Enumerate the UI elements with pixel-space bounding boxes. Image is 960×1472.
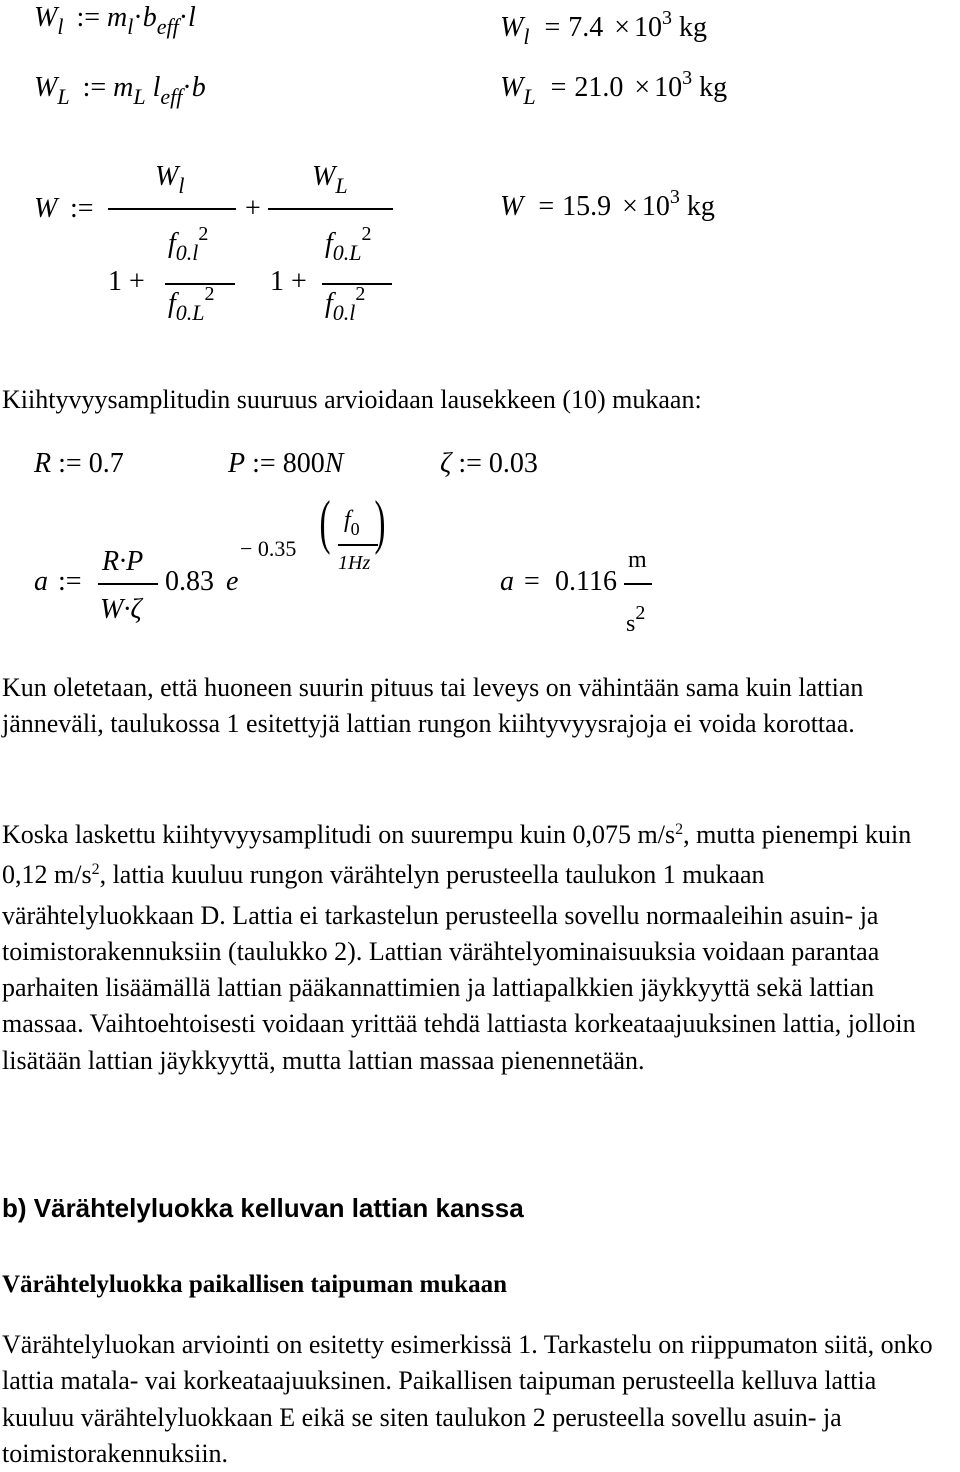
paragraph-3: Värähtelyluokan arviointi on esitetty esimerkissä 1. Tarkastelu on riippumaton siitä, onko lattia matala- vai korkeataajuuksinen. Paikallisen taipuman perusteella kelluva lattia kuuluu värähtelyluokkaan E eikä se siten taulukon 2 perusteella sovellu asuin- ja toimistorakennuksiin. — [2, 1330, 933, 1468]
subsection-heading: Värähtelyluokka paikallisen taipuman mukaan — [2, 1271, 507, 1298]
formula-w-result: $W = 15.9 \times 10^3$ kg — [500, 186, 715, 222]
paragraph-1: Kun oletetaan, että huoneen suurin pituus tai leveys on vähintään sama kuin lattian jänneväli, taulukossa 1 esitettyjä lattian rungon kiihtyvyysrajoja ei voida korottaa. — [2, 673, 864, 739]
param-r: R := 0.7 — [34, 448, 124, 479]
formula-wl-def: $W_l$ := $m_l\cdot b_{eff}\cdot l$ — [34, 2, 196, 39]
formula-wL-result: $W_L = 21.0 \times 10^3$ kg — [500, 67, 728, 109]
param-zeta: ζ := 0.03 — [440, 448, 538, 479]
paragraph-2: Koska laskettu kiihtyvyysamplitudi on suurempu kuin 0,075 $m/s^2$, mutta pienempi kuin 0,12 $m/s^2$, lattia kuuluu rungon värähtelyn perusteella taulukon 1 mukaan värähtelyluokkaan D. Lattia ei tarkastelun perusteella sovellu normaaleihin asuin- ja toimistorakennuksiin (taulukko 2). Lattian värähtelyominaisuuksia voidaan parantaa parhaiten lisäämällä lattian pääkannattimien ja lattiapalkkien jäykkyyttä sekä lattian massaa. Vaihtoehtoisesti voidaan yrittää tehdä lattiasta korkeataajuuksinen lattia, jolloin lisätään lattian jäykkyyttä, mutta lattian massaa pienennetään. — [2, 820, 916, 1075]
intro-text: Kiihtyvyysamplitudin suuruus arvioidaan lausekkeen (10) mukaan: — [2, 385, 702, 414]
formula-wl-result: $W_l = 7.4 \times 10^3$ kg — [500, 7, 708, 49]
formula-wL-def: $W_L$ := $m_L$ $l_{eff}\cdot b$ — [34, 72, 206, 109]
param-p: P := 800N — [228, 448, 344, 479]
section-heading-b: b) Värähtelyluokka kelluvan lattian kanssa — [2, 1193, 524, 1223]
